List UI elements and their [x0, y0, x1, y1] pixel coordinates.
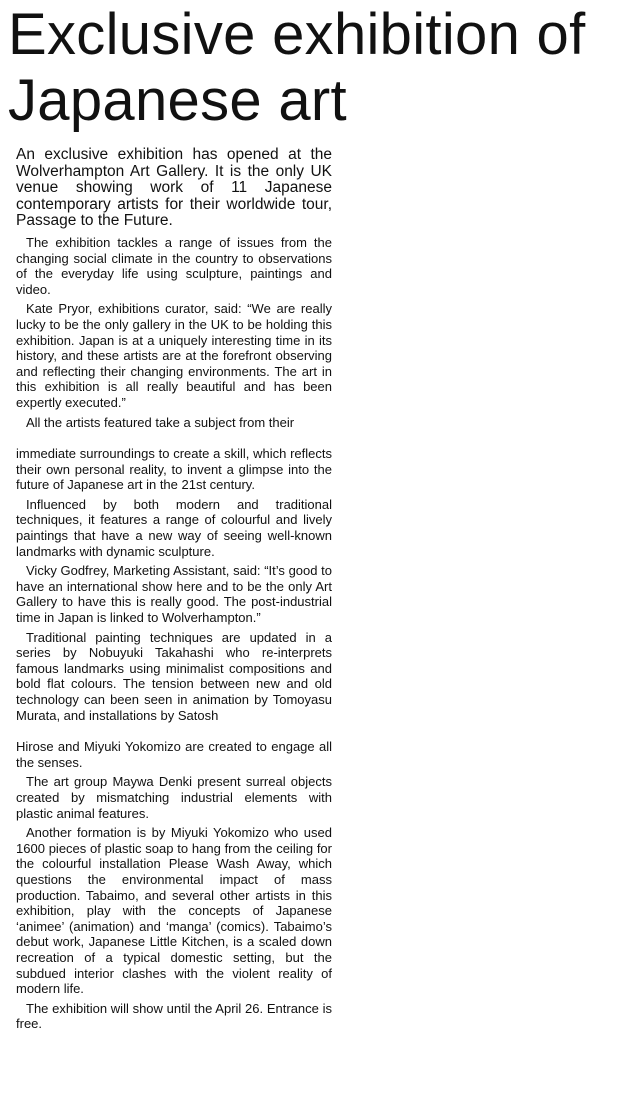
- paragraph-issues: The exhibition tackles a range of issues from the changing social climate in the country to observations of the everyday life using sculpture, paintings and video.: [16, 234, 332, 297]
- paragraph-painting-series: Traditional painting techniques are updated in a series by Nobuyuki Takahashi who re-interprets famous landmarks using minimalist compositions and bold flat colours. The tension between new and old technology can been seen in animation by Tomoyasu Murata, and installations by Satosh: [16, 629, 332, 723]
- paragraph-dates: The exhibition will show until the April 26. Entrance is free.: [16, 1000, 332, 1032]
- paragraph-marketing-quote: Vicky Godfrey, Marketing Assistant, said: “It’s good to have an international show here and to be the only Art Gallery to have this is really good. The post-industrial time in Japan is linked to Wolverhampton.”: [16, 563, 332, 626]
- standfirst: An exclusive exhibition has opened at the Wolverhampton Art Gallery. It is the only UK venue showing work of 11 Japanese contemporary artists for their worldwide tour, Passage to the Future.: [16, 146, 332, 230]
- paragraph-curator-quote: Kate Pryor, exhibitions curator, said: “We are really lucky to be the only gallery in the UK to be holding this exhibition. Japan is at a uniquely interesting time in its history, and these artists are at the forefront observing and reflecting their changing environments. The art in this exhibition is all really beautiful and has been expertly executed.”: [16, 301, 332, 410]
- paragraph-techniques: Influenced by both modern and traditional techniques, it features a range of colourful and lively paintings that have a new way of seeing well-known landmarks with dynamic sculpture.: [16, 496, 332, 559]
- paragraph-artists-subject: All the artists featured take a subject from their: [26, 414, 295, 430]
- paragraph-surroundings: immediate surroundings to create a skill, which reflects their own personal reality, to invent a glimpse into the future of Japanese art in the 21st century.: [16, 446, 332, 493]
- paragraph-maywa-denki: The art group Maywa Denki present surreal objects created by mismatching industrial elements with plastic animal features.: [16, 774, 332, 821]
- paragraph-installation: Another formation is by Miyuki Yokomizo who used 1600 pieces of plastic soap to hang from the ceiling for the colourful installation Please Wash Away, which questions the environmental impact of mass production. Tabaimo, and several other artists in this exhibition, play with the concepts of Japanese ‘animee’ (animation) and ‘manga’ (comics). Tabaimo’s debut work, Japanese Little Kitchen, is a scaled down recreation of a typical domestic setting, but the subdued interior clashes with the violent reality of modern life.: [16, 825, 332, 997]
- paragraph-senses: Hirose and Miyuki Yokomizo are created to engage all the senses.: [16, 739, 332, 770]
- article-body: [16, 147, 332, 1032]
- headline: Exclusive exhibition of Japanese art: [8, 2, 586, 133]
